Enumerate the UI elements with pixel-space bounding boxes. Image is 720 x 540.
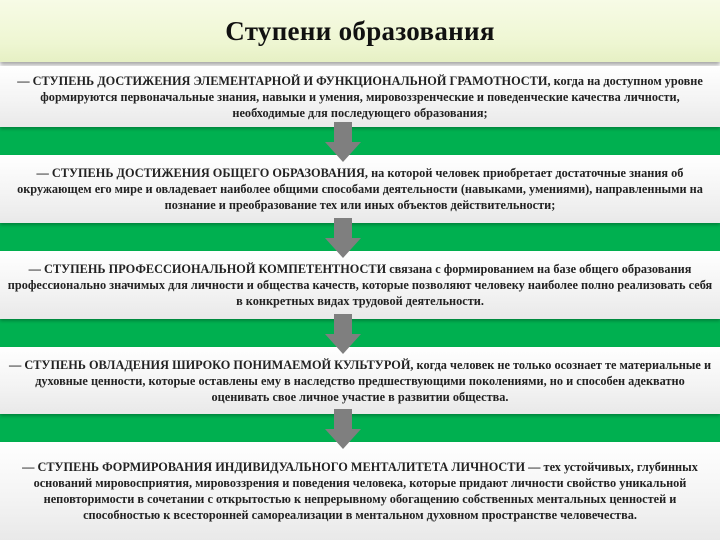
page-title: Ступени образования	[225, 15, 495, 46]
step-box-5	[0, 442, 720, 540]
down-arrow-icon	[325, 409, 361, 449]
step-box-1	[0, 66, 720, 127]
title-bar	[0, 0, 720, 62]
step-text-2: — СТУПЕНЬ ДОСТИЖЕНИЯ ОБЩЕГО ОБРАЗОВАНИЯ, на которой человек приобретает достаточные знания об окружающем его мире и овладевает наиболее общими способами деятельности (навыками, умениями), направленными на познание и преобразование тех или иных объектов действительности;	[17, 166, 703, 212]
step-text-4: — СТУПЕНЬ ОВЛАДЕНИЯ ШИРОКО ПОНИМАЕМОЙ КУЛЬТУРОЙ, когда человек не только осознает те материальные и духовные ценности, которые оставлены ему в наследство предшествующими поколениями, но и способен адекватно оценивать свое личное участие в развитии общества.	[8, 357, 712, 404]
down-arrow-icon	[325, 314, 361, 354]
step-box-4	[0, 347, 720, 414]
step-box-3	[0, 251, 720, 319]
step-text-3: — СТУПЕНЬ ПРОФЕССИОНАЛЬНОЙ КОМПЕТЕНТНОСТИ связана с формированием на базе общего образования профессионально значимых для личности и общества качеств, которые позволяют человеку наиболее полно реализовать себя в конкретных видах трудовой деятельности.	[7, 262, 713, 308]
step-text-5: — СТУПЕНЬ ФОРМИРОВАНИЯ ИНДИВИДУАЛЬНОГО МЕНТАЛИТЕТА ЛИЧНОСТИ — тех устойчивых, глубинных оснований мировосприятия, мировоззрения и поведения человека, которые придают личности свойство уникальной неповторимости в сочетании с открытостью к непрерывному обогащению собственных ментальных ценностей и способностью к всесторонней самореализации в ментальном духовном пространстве человечества.	[22, 460, 698, 522]
down-arrow-icon	[325, 218, 361, 258]
down-arrow-icon	[325, 122, 361, 162]
step-text-1: — СТУПЕНЬ ДОСТИЖЕНИЯ ЭЛЕМЕНТАРНОЙ И ФУНКЦИОНАЛЬНОЙ ГРАМОТНОСТИ, когда на доступном уровне формируются первоначальные знания, навыки и умения, мировоззренческие и поведенческие качества личности, необходимые для последующего образования;	[17, 73, 703, 120]
step-box-2	[0, 155, 720, 223]
